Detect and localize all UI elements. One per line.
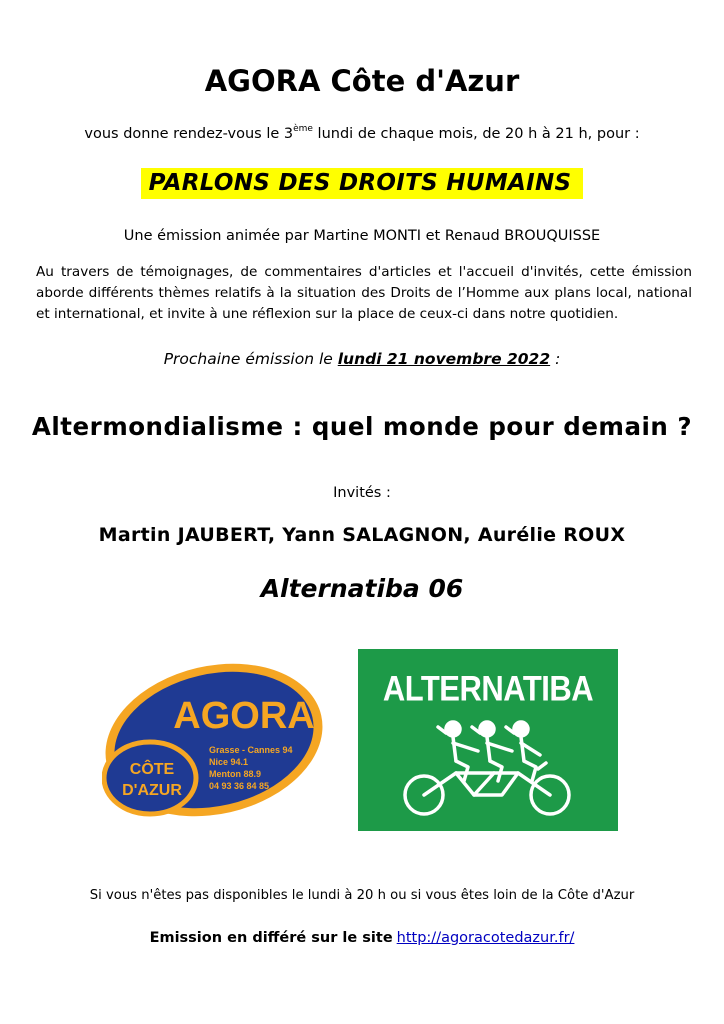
notice-text: Si vous n'êtes pas disponibles le lundi à 20 h ou si vous êtes loin de la Côte d'Azur (89, 888, 635, 903)
agora-logo (102, 650, 326, 830)
replay-line (0, 930, 724, 946)
website-link[interactable]: http://agoracotedazur.fr/ (396, 930, 575, 946)
hosts-line: Une émission animée par Martine MONTI et Renaud BROUQUISSE (123, 228, 601, 244)
agora-logo-line1: CÔTE (129, 761, 175, 778)
next-date: lundi 21 novembre 2022 (337, 350, 551, 368)
agora-frequency-2: Nice 94.1 (209, 757, 249, 767)
alternatiba-logo-name: ALTERNATIBA (382, 668, 594, 709)
intro-before: vous donne rendez-vous le 3 (84, 125, 294, 142)
agora-frequency-1: Grasse - Cannes 94 (209, 745, 293, 755)
replay-label: Emission en différé sur le site (149, 930, 393, 946)
show-name-wrapper (0, 168, 724, 199)
agora-frequency-4: 04 93 36 84 85 (209, 781, 270, 791)
intro-text (0, 125, 724, 142)
agora-frequency-3: Menton 88.9 (209, 769, 262, 779)
organization-name: Alternatiba 06 (260, 574, 464, 603)
guests-label: Invités : (333, 485, 391, 501)
page-title: AGORA Côte d'Azur (204, 64, 520, 98)
description: Au travers de témoignages, de commentaires d'articles et l'accueil d'invités, cette émission aborde différents thèmes relatifs à la situation des Droits de l’Homme aux plans local, national et international, et invite à une réflexion sur la place de ceux-ci dans notre quotidien. (36, 264, 692, 322)
guests-list: Martin JAUBERT, Yann SALAGNON, Aurélie ROUX (98, 524, 626, 546)
agora-logo-line2: D'AZUR (122, 782, 182, 799)
tandem-bike-icon (398, 719, 578, 819)
next-label: Prochaine émission le (163, 350, 338, 368)
next-suffix: : (550, 350, 561, 368)
agora-logo-name: AGORA (173, 695, 315, 737)
intro-superscript: ème (293, 124, 313, 134)
alternatiba-logo (358, 649, 618, 831)
next-broadcast (0, 350, 724, 368)
intro-after: lundi de chaque mois, de 20 h à 21 h, pour : (312, 125, 640, 142)
topic-heading: Altermondialisme : quel monde pour demain ? (31, 412, 693, 441)
show-name: PARLONS DES DROITS HUMAINS (141, 168, 584, 199)
